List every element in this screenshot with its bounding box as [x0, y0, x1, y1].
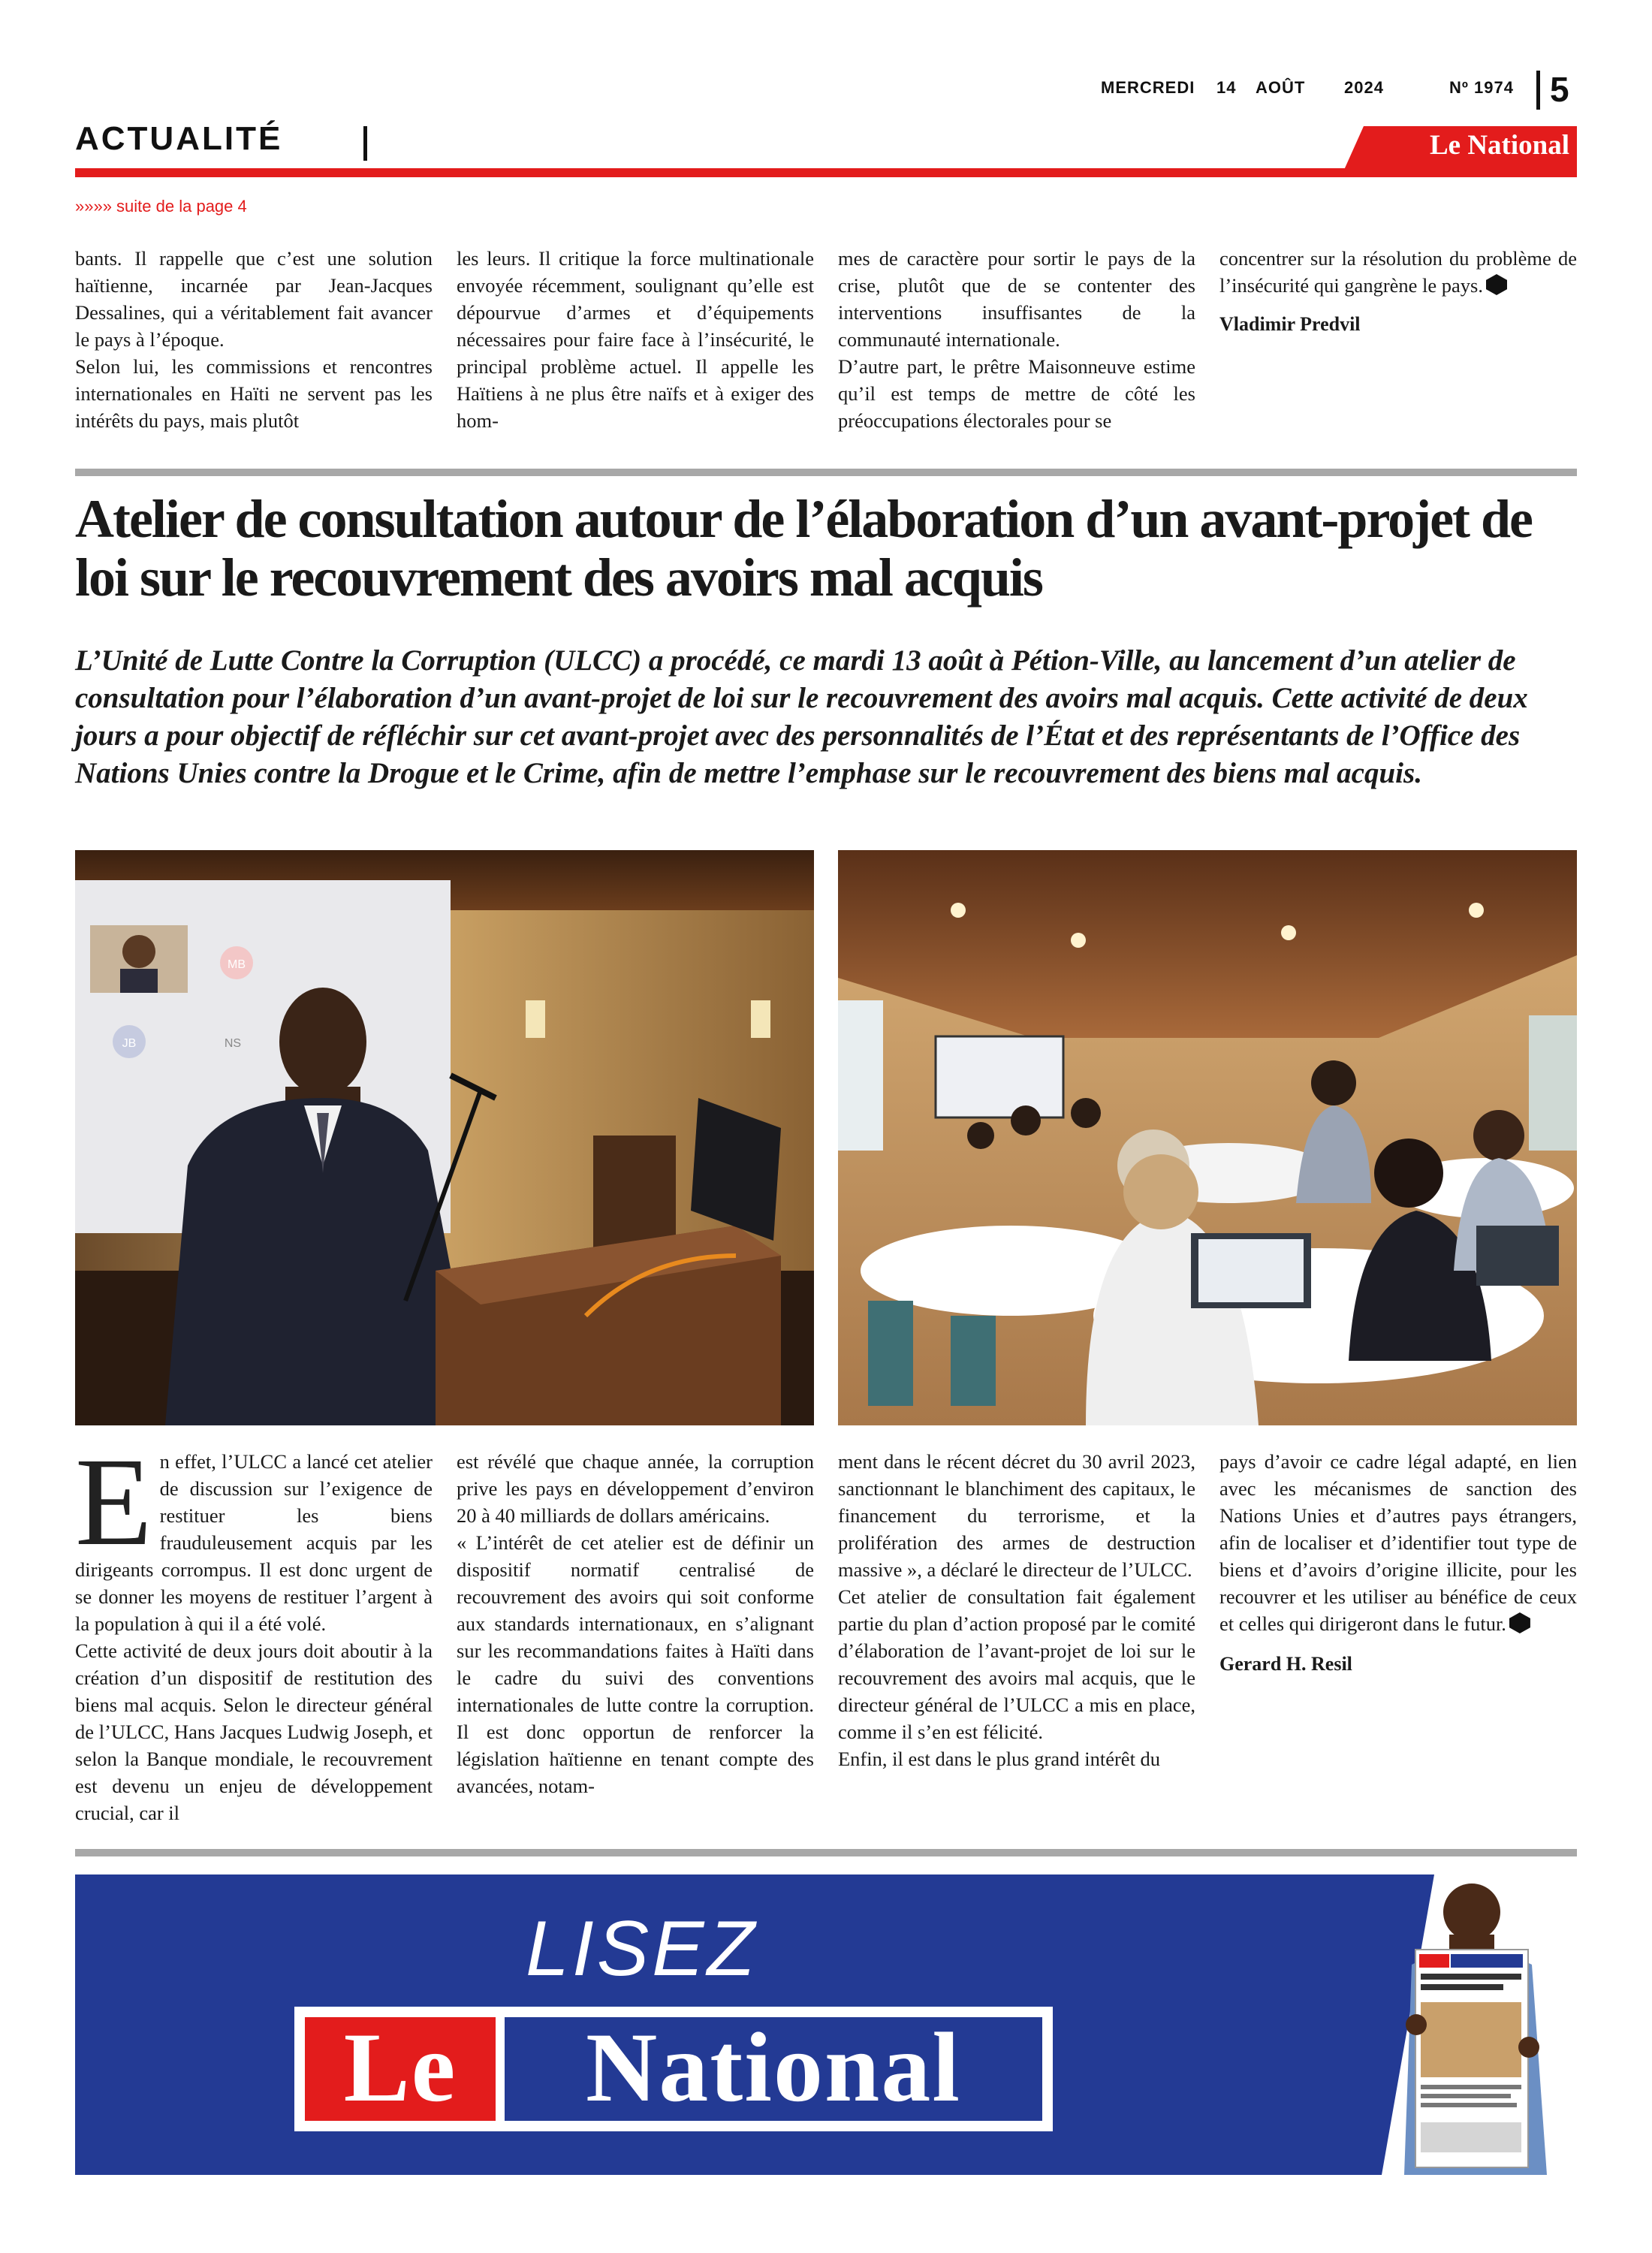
- section-title: ACTUALITÉ: [75, 120, 283, 157]
- paragraph-text: concentrer sur la résolution du problème de l’insécurité qui gangrène le pays.: [1219, 247, 1577, 297]
- drop-cap: E: [75, 1432, 152, 1572]
- paragraph: est révélé que chaque année, la corruption prive les pays en développement d’environ 20 à 40 milliards de dollars américains.: [457, 1450, 814, 1527]
- date-year: 2024: [1344, 78, 1384, 97]
- participant-initials: JB: [122, 1037, 137, 1050]
- end-of-article-icon: [1509, 1612, 1530, 1633]
- paragraph: Cet atelier de consultation fait également partie du plan d’action proposé par le comité d’élaboration de l’avant-projet de loi sur le recouvrement des avoirs mal acquis, que le directeur général de l’ULCC a mis en place, comme il s’en est félicité.: [838, 1585, 1195, 1743]
- conference-photo-image: [838, 850, 1577, 1425]
- date-month: AOÛT: [1256, 78, 1306, 97]
- ad-logo-le: Le: [343, 2012, 457, 2122]
- article-headline: Atelier de consultation autour de l’élaboration d’un avant-projet de loi sur le recouvrement des avoirs mal acquis: [75, 489, 1533, 608]
- date-day: 14: [1216, 78, 1237, 97]
- page-number-divider: [1536, 71, 1540, 110]
- paragraph: mes de caractère pour sortir le pays de la crise, plutôt que de se contenter des interventions insuffisantes de la communauté internationale.: [838, 247, 1195, 351]
- ad-tagline: LISEZ: [526, 1905, 758, 1992]
- article-column-2: [457, 1448, 814, 1799]
- paragraph: les leurs. Il critique la force multinationale envoyée récemment, soulignant qu’elle est dépourvue d’armes et d’équipements nécessaires pour faire face à l’insécurité, le principal problème actuel. Il appelle les Haïtiens à ne plus être naïfs et à exiger des hom-: [457, 247, 814, 432]
- paragraph: Enfin, il est dans le plus grand intérêt du: [838, 1748, 1161, 1770]
- continued-from[interactable]: »»»» suite de la page 4: [75, 197, 247, 216]
- author-byline: Vladimir Predvil: [1219, 313, 1361, 335]
- paragraph: D’autre part, le prêtre Maisonneuve estime qu’il est temps de mettre de côté les préoccupations électorales pour se: [838, 355, 1195, 432]
- page-number: 5: [1550, 70, 1569, 109]
- ad-reader-illustration: [1344, 1874, 1577, 2175]
- brand-name: Le National: [1429, 130, 1569, 161]
- prev-column-3: [838, 245, 1195, 434]
- paragraph-text: pays d’avoir ce cadre légal adapté, en lien avec les mécanismes de sanction des Nations Unies et d’autres pays étrangers, afin de localiser et d’identifier tout type de biens et d’avoirs d’origine illicite, pour les recouvrer et les utiliser au bénéfice de ceux et celles qui dirigeront dans le futur.: [1219, 1450, 1577, 1635]
- photo-conference-room: [838, 850, 1577, 1425]
- paragraph: « L’intérêt de cet atelier est de définir un dispositif normatif centralisé de recouvrement des avoirs qui soit conforme aux standards internationaux, en s’alignant sur les recommandations faites à Haïti dans le cadre du suivi des conventions internationales de lutte contre la corruption. Il est donc opportun de renforcer la législation haïtienne en tenant compte des avancées, notam-: [457, 1531, 814, 1797]
- paragraph: [75, 1432, 433, 1637]
- photo-speaker: [75, 850, 814, 1425]
- prev-column-1: [75, 245, 433, 434]
- ad-logo-national: National: [585, 2012, 962, 2122]
- ad-separator: [75, 1849, 1577, 1856]
- article-separator: [75, 469, 1577, 476]
- prev-column-4: [1219, 245, 1577, 338]
- prev-column-2: [457, 245, 814, 434]
- paragraph: Selon lui, les commissions et rencontres internationales en Haïti ne servent pas les intérêts du pays, mais plutôt: [75, 355, 433, 432]
- article-column-1: [75, 1432, 433, 1826]
- article-lede: L’Unité de Lutte Contre la Corruption (ULCC) a procédé, ce mardi 13 août à Pétion-Ville, au lancement d’un atelier de consultation pour l’élaboration d’un avant-projet de loi sur le recouvrement des avoirs mal acquis. Cette activité de deux jours a pour objectif de réfléchir sur cet avant-projet avec des personnalités de l’État et des représentants de l’Office des Nations Unies contre la Drogue et le Crime, afin de mettre l’emphase sur le recouvrement des biens mal acquis.: [75, 644, 1528, 789]
- paragraph: bants. Il rappelle que c’est une solution haïtienne, incarnée par Jean-Jacques Dessalines, qui a véritablement fait avancer le pays à l’époque.: [75, 247, 433, 351]
- advertisement-banner[interactable]: [75, 1874, 1577, 2175]
- article-column-3: [838, 1448, 1195, 1772]
- date-weekday: MERCREDI: [1101, 78, 1195, 97]
- section-divider: [363, 126, 367, 161]
- article-column-4: [1219, 1448, 1577, 1678]
- issue-number: Nº 1974: [1449, 78, 1514, 97]
- author-byline: Gerard H. Resil: [1219, 1653, 1352, 1675]
- participant-initials: NS: [224, 1037, 242, 1050]
- speaker-photo-image: [75, 850, 814, 1425]
- participant-initials: MB: [228, 958, 246, 971]
- paragraph: [1219, 245, 1577, 299]
- paragraph: [1219, 1448, 1577, 1637]
- paragraph: Cette activité de deux jours doit aboutir à la création d’un dispositif de restitution des biens mal acquis. Selon le directeur général de l’ULCC, Hans Jacques Ludwig Joseph, et selon la Banque mondiale, le recouvrement est devenu un enjeu de développement crucial, car il: [75, 1639, 433, 1824]
- end-of-article-icon: [1486, 274, 1507, 295]
- paragraph: ment dans le récent décret du 30 avril 2023, sanctionnant le blanchiment des capitaux, le financement du terrorisme, et la prolifération des armes de destruction massive », a déclaré le directeur de l’ULCC.: [838, 1450, 1195, 1581]
- paragraph-text: n effet, l’ULCC a lancé cet atelier de discussion sur l’exigence de restituer les biens frauduleusement acquis par les dirigeants corrompus. Il est donc urgent de se donner les moyens de restituer l’argent à la population à qui il a été volé.: [75, 1450, 433, 1635]
